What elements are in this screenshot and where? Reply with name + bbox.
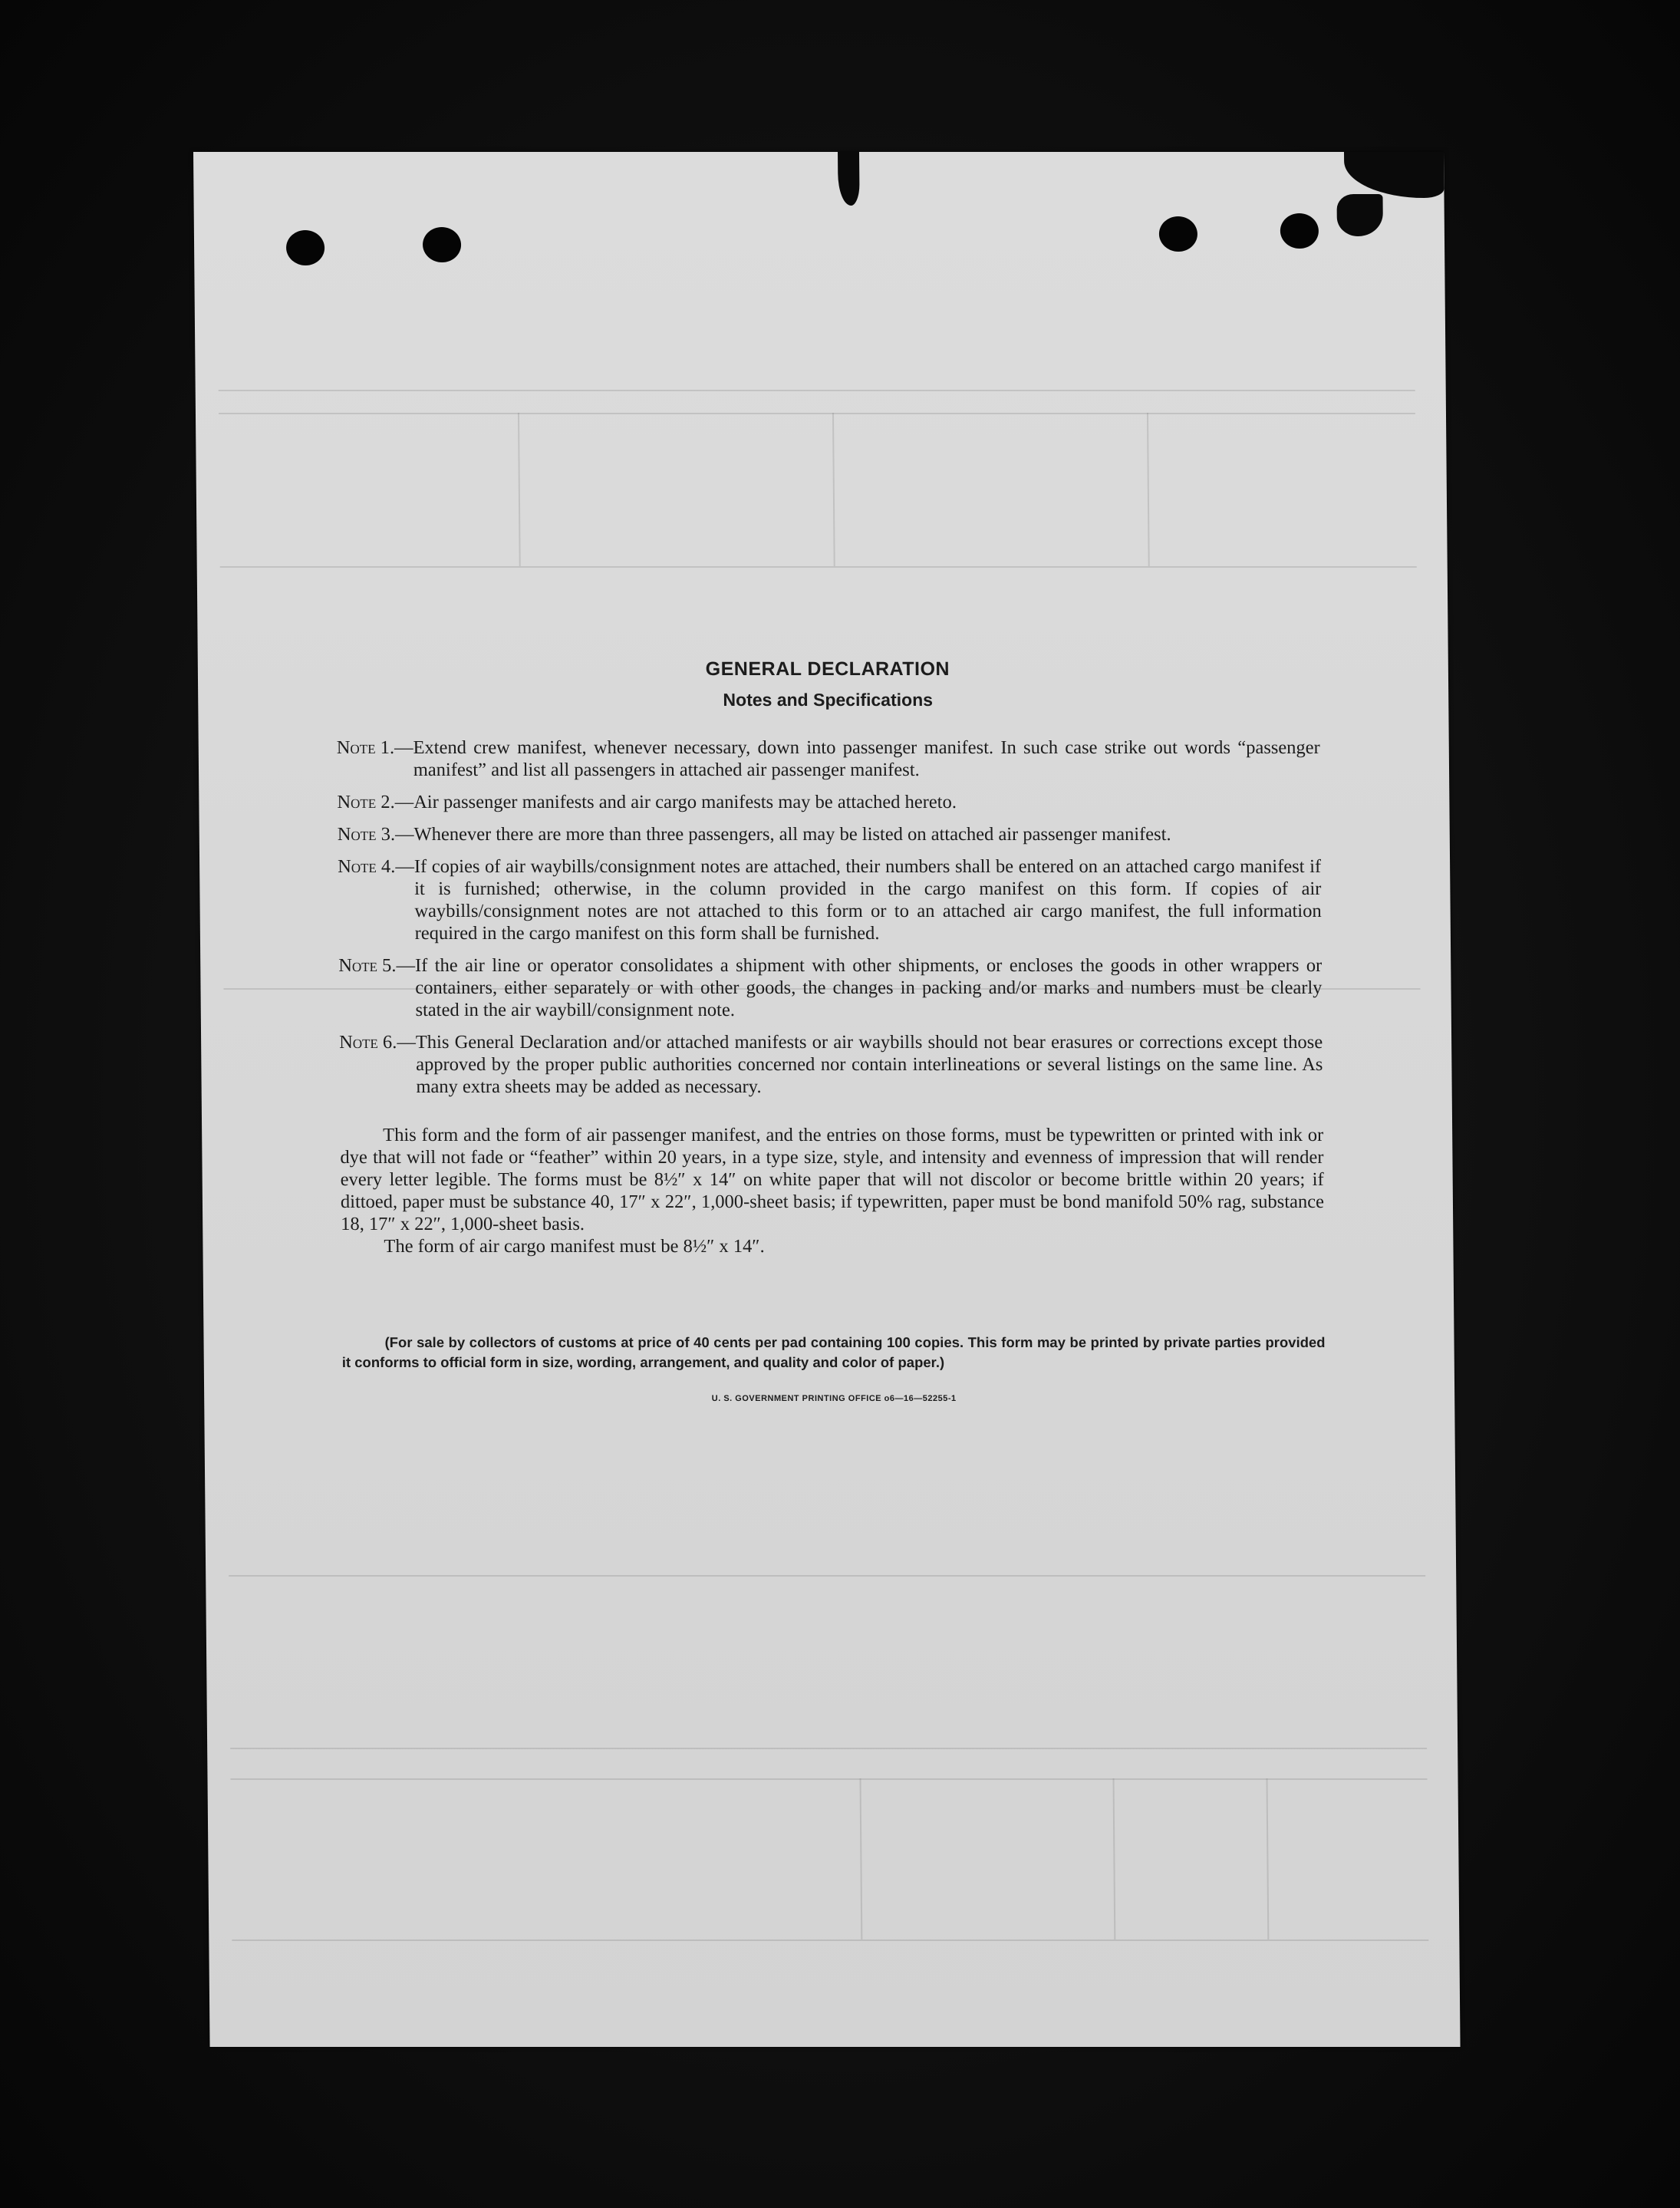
- note-separator: —: [394, 737, 413, 758]
- bleed-through-rule: [219, 413, 1415, 414]
- bleed-through-rule: [232, 1939, 1428, 1941]
- printer-imprint: U. S. GOVERNMENT PRINTING OFFICE o6—16—52255-1: [711, 1394, 957, 1403]
- bleed-through-rule: [518, 413, 521, 566]
- note-separator: —: [394, 792, 414, 812]
- page-title: GENERAL DECLARATION: [705, 658, 950, 680]
- note-item: [337, 737, 1321, 781]
- note-separator: —: [394, 824, 414, 845]
- note-text: Extend crew manifest, whenever necessary, down into passenger manifest. In such case strike out words “passenger manifest” and list all passengers in attached air passenger manifest.: [413, 737, 1320, 780]
- torn-edge: [1344, 152, 1444, 198]
- cargo-manifest-size-paragraph: The form of air cargo manifest must be 8½″ x 14″.: [384, 1236, 765, 1257]
- note-label: Note 5.: [338, 955, 397, 976]
- note-label: Note 1.: [336, 737, 395, 758]
- note-text: Whenever there are more than three passengers, all may be listed on attached air passenger manifest.: [413, 824, 1171, 845]
- punch-hole: [423, 227, 461, 262]
- note-separator: —: [395, 856, 414, 877]
- bleed-through-rule: [832, 413, 835, 566]
- note-separator: —: [397, 1032, 416, 1053]
- torn-edge: [838, 152, 860, 206]
- punch-hole: [286, 230, 324, 265]
- bleed-through-rule: [220, 566, 1417, 568]
- note-label: Note 2.: [337, 792, 395, 812]
- punch-hole: [1159, 216, 1197, 252]
- punch-hole: [1280, 213, 1319, 249]
- note-item: [339, 1031, 1323, 1098]
- sale-footnote: (For sale by collectors of customs at price of 40 cents per pad containing 100 copies. This form may be printed by private parties provided it conforms to official form in size, wording, arrangement, and quality and color of paper.): [341, 1334, 1326, 1370]
- bleed-through-rule: [229, 1575, 1425, 1577]
- note-separator: —: [396, 955, 416, 976]
- note-text: This General Declaration and/or attached manifests or air waybills should not bear erasures or corrections except those approved by the proper public authorities concerned nor contain interlineations or several listings on the same line. As many extra sheets may be added as necessary.: [415, 1032, 1323, 1097]
- bleed-through-rule: [860, 1778, 863, 1939]
- note-text: If the air line or operator consolidates a shipment with other shipments, or encloses the goods in other wrappers or containers, either separately or with other goods, the changes in packing and/or marks and numbers must be clearly stated in the air waybill/consignment note.: [414, 955, 1323, 1020]
- torn-edge: [1336, 194, 1382, 236]
- bleed-through-rule: [1267, 1778, 1270, 1939]
- note-text: Air passenger manifests and air cargo manifests may be attached hereto.: [413, 792, 957, 812]
- note-text: If copies of air waybills/consignment notes are attached, their numbers shall be entered on an attached cargo manifest if it is furnished; otherwise, in the column provided in the cargo manifest on this form. If copies of air waybills/consignment notes are not attached to this form or to an attached air cargo manifest, the full information required in the cargo manifest on this form shall be furnished.: [413, 856, 1322, 944]
- note-item: [338, 855, 1322, 944]
- form-requirements-paragraph: This form and the form of air passenger manifest, and the entries on those forms, must be typewritten or printed with ink or dye that will not fade or “feather” within 20 years, in a type size, style, and intensity and evenness of impression that will render every letter legible. The forms must be 8½″ x 14″ on white paper that will not discolor or become brittle within 20 years; if dittoed, paper must be substance 40, 17″ x 22″, 1,000-sheet basis; if typewritten, paper must be bond manifold 50% rag, substance 18, 17″ x 22″, 1,000-sheet basis.: [340, 1125, 1325, 1234]
- page-subtitle: Notes and Specifications: [723, 690, 934, 710]
- bleed-through-rule: [1147, 413, 1150, 566]
- document-page: [193, 152, 1461, 2047]
- note-item: [337, 791, 1320, 813]
- bleed-through-rule: [230, 1748, 1427, 1749]
- note-item: [338, 954, 1323, 1021]
- note-item: [338, 823, 1321, 845]
- bleed-through-rule: [231, 1778, 1428, 1780]
- note-label: Note 4.: [338, 856, 396, 877]
- bleed-through-rule: [1113, 1778, 1116, 1939]
- note-label: Note 6.: [339, 1032, 397, 1053]
- bleed-through-rule: [219, 390, 1415, 391]
- notes-content: [336, 658, 1326, 1403]
- note-label: Note 3.: [337, 824, 396, 845]
